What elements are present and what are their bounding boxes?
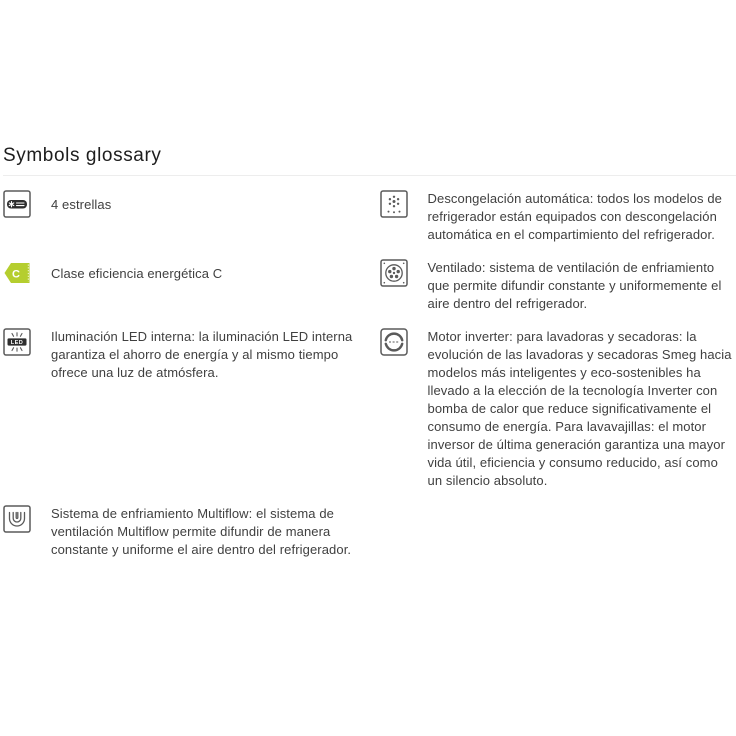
glossary-item-text: Clase eficiencia energética C xyxy=(51,266,223,281)
led-label: LED xyxy=(10,339,24,346)
glossary-item-text: Motor inverter: para lavadoras y secadoras: la evolución de las lavadoras y secadoras Smeg hacia modelos más inteligentes y eco-sostenibles ha llevado a la elección de la tecnología Inverter con bomba de calor que reduce significativamente el consumo de energía. Para lavavajillas: el motor inversor de última generación garantiza una mayor vida útil, eficiencia y consumo reducido, así como un silencio absoluto. xyxy=(427,329,732,488)
glossary-item xyxy=(3,190,360,218)
ventilated-icon xyxy=(380,259,408,287)
glossary-item-text: Descongelación automática: todos los modelos de refrigerador están equipados con descongelación automática en el compartimiento del refrigerador. xyxy=(427,191,722,242)
glossary-item-text: 4 estrellas xyxy=(51,197,112,212)
glossary-grid xyxy=(3,190,736,559)
energy-class-letter: C xyxy=(12,268,20,281)
glossary-item xyxy=(380,328,736,490)
four-stars-icon xyxy=(3,190,31,218)
glossary-item xyxy=(380,259,736,313)
glossary-item xyxy=(3,505,360,559)
section-divider xyxy=(3,175,736,176)
inverter-motor-icon xyxy=(380,328,408,356)
glossary-item xyxy=(380,190,736,244)
glossary-item xyxy=(3,328,360,382)
glossary-item-text: Iluminación LED interna: la iluminación LED interna garantiza el ahorro de energía y al mismo tiempo ofrece una luz de atmósfera. xyxy=(51,329,353,380)
energy-class-icon xyxy=(3,259,31,287)
auto-defrost-icon xyxy=(380,190,408,218)
glossary-item-text: Sistema de enfriamiento Multiflow: el sistema de ventilación Multiflow permite difundir de manera constante y uniforme el aire dentro del refrigerador. xyxy=(51,506,352,557)
glossary-item xyxy=(3,259,360,287)
page-title: Symbols glossary xyxy=(3,145,162,166)
multiflow-icon xyxy=(3,505,31,533)
glossary-item-text: Ventilado: sistema de ventilación de enfriamiento que permite difundir constante y uniformemente el aire dentro del refrigerador. xyxy=(427,260,722,311)
led-light-icon xyxy=(3,328,31,356)
